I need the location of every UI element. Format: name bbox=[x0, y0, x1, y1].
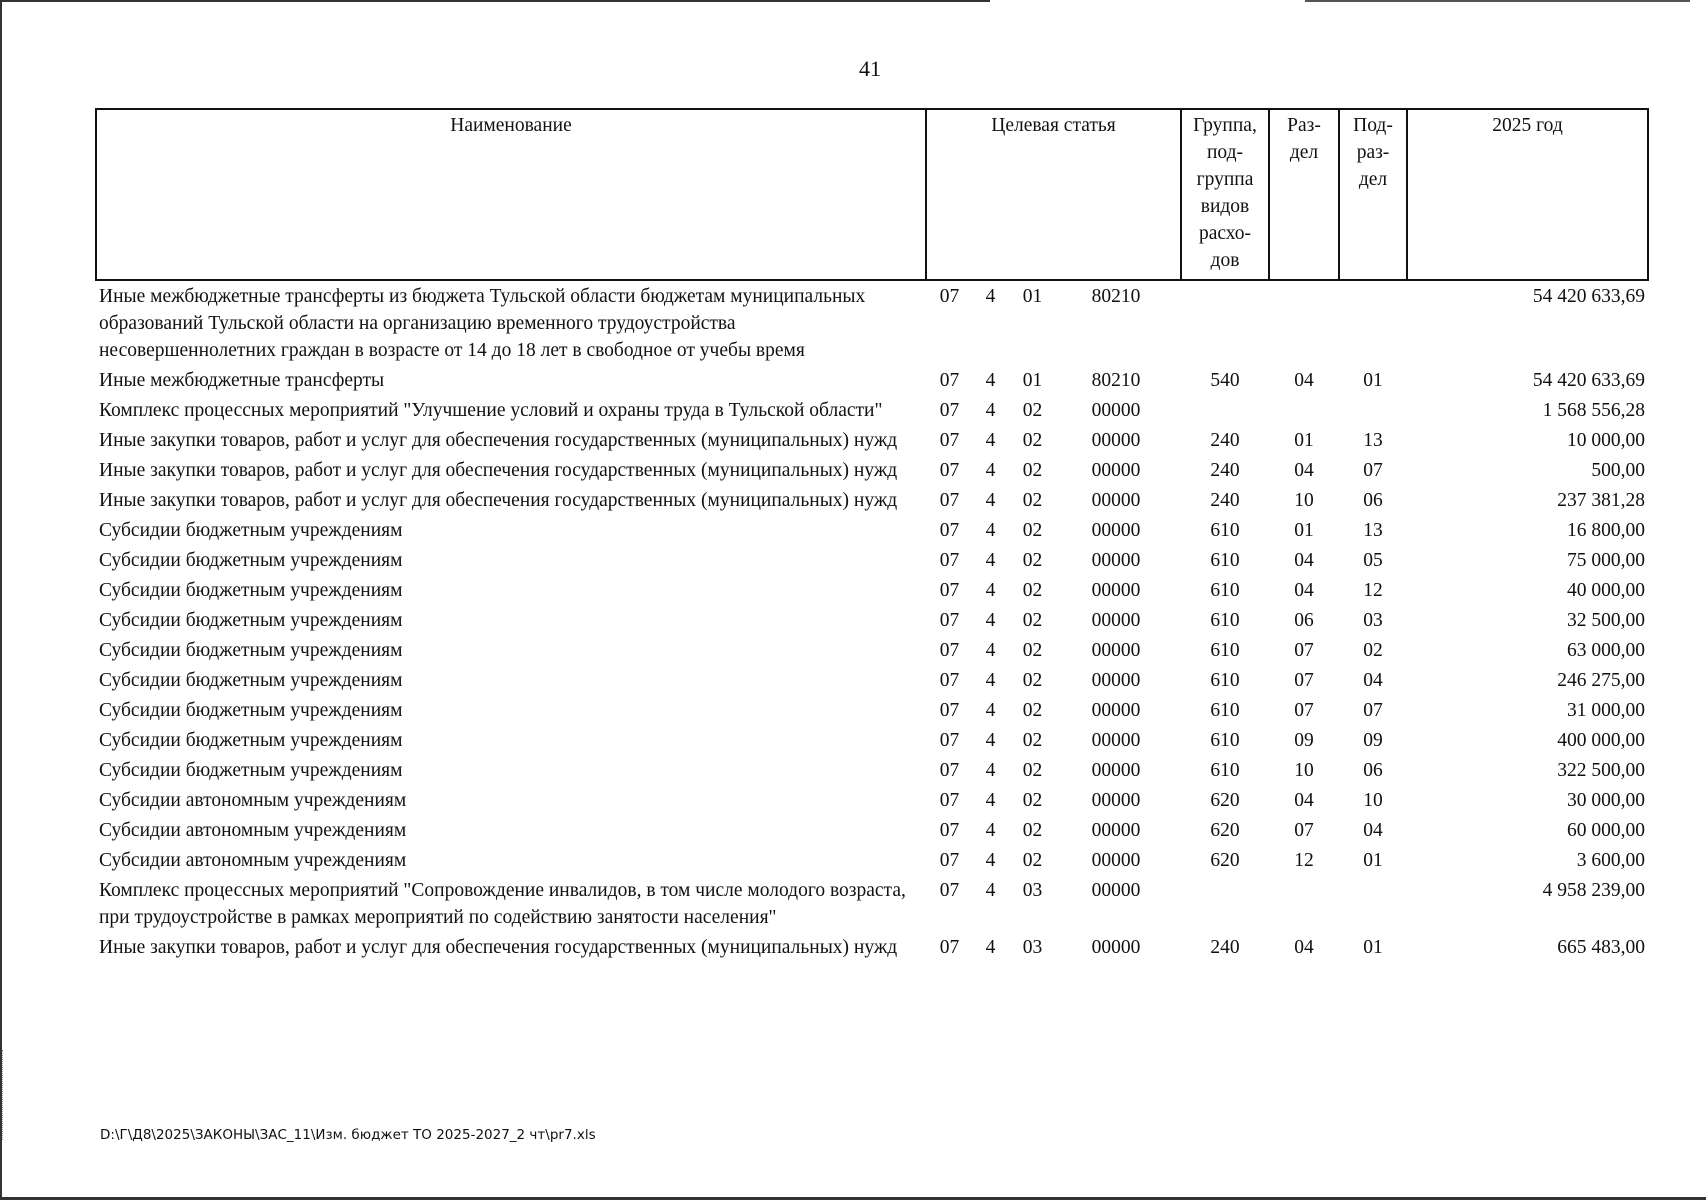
row-target-article bbox=[926, 425, 1181, 455]
row-name: Комплекс процессных мероприятий "Улучшение условий и охраны труда в Тульской области" bbox=[99, 400, 883, 421]
table-row bbox=[96, 605, 1648, 635]
row-section: 10 bbox=[1294, 490, 1314, 511]
target-article-part-d: 00000 bbox=[1091, 430, 1141, 451]
target-article-part-d: 00000 bbox=[1091, 460, 1141, 481]
header-group-line: дов bbox=[1210, 250, 1240, 271]
header-section-line: Раз- bbox=[1287, 115, 1321, 136]
header-group-line: видов bbox=[1200, 196, 1250, 217]
row-name: Субсидии бюджетным учреждениям bbox=[99, 730, 403, 751]
row-target-article bbox=[926, 695, 1181, 725]
target-article-part-d: 00000 bbox=[1091, 700, 1141, 721]
row-section: 04 bbox=[1294, 580, 1314, 601]
target-article-part-c: 02 bbox=[1022, 490, 1043, 511]
row-name: Субсидии бюджетным учреждениям bbox=[99, 670, 403, 691]
row-name: Субсидии бюджетным учреждениям bbox=[99, 520, 403, 541]
row-subsection: 13 bbox=[1363, 430, 1383, 451]
row-group: 620 bbox=[1210, 850, 1240, 871]
budget-table bbox=[95, 108, 1649, 962]
target-article-part-b: 4 bbox=[985, 850, 996, 871]
row-name: Субсидии бюджетным учреждениям bbox=[99, 550, 403, 571]
target-article-part-c: 02 bbox=[1022, 730, 1043, 751]
row-subsection: 13 bbox=[1363, 520, 1383, 541]
row-amount: 54 420 633,69 bbox=[1532, 370, 1645, 391]
header-group-line: под- bbox=[1206, 142, 1244, 163]
row-name: Иные закупки товаров, работ и услуг для обеспечения государственных (муниципальных) нужд bbox=[99, 490, 898, 511]
row-amount: 30 000,00 bbox=[1567, 790, 1645, 811]
table-row bbox=[96, 755, 1648, 785]
page-edge-top-right bbox=[1305, 0, 1690, 2]
table-row bbox=[96, 725, 1648, 755]
row-section bbox=[1269, 395, 1339, 425]
target-article-part-c: 01 bbox=[1022, 370, 1043, 391]
row-amount: 40 000,00 bbox=[1567, 580, 1645, 601]
row-group: 610 bbox=[1210, 760, 1240, 781]
row-section: 09 bbox=[1294, 730, 1314, 751]
target-article-part-c: 02 bbox=[1022, 790, 1043, 811]
row-target-article bbox=[926, 815, 1181, 845]
row-section: 07 bbox=[1294, 820, 1314, 841]
row-group: 620 bbox=[1210, 820, 1240, 841]
target-article-part-b: 4 bbox=[985, 790, 996, 811]
target-article-part-d: 00000 bbox=[1091, 880, 1141, 901]
target-article-part-c: 01 bbox=[1022, 286, 1043, 307]
page-edge-top bbox=[0, 0, 990, 2]
row-target-article bbox=[926, 932, 1181, 962]
target-article-part-a: 07 bbox=[939, 730, 960, 751]
target-article-part-a: 07 bbox=[939, 640, 960, 661]
header-subsection-line: раз- bbox=[1356, 142, 1390, 163]
row-subsection: 06 bbox=[1363, 490, 1383, 511]
table-row bbox=[96, 785, 1648, 815]
target-article-part-a: 07 bbox=[939, 400, 960, 421]
row-group: 610 bbox=[1210, 580, 1240, 601]
row-target-article bbox=[926, 785, 1181, 815]
row-section: 10 bbox=[1294, 760, 1314, 781]
target-article-part-c: 03 bbox=[1022, 880, 1043, 901]
table-row bbox=[96, 815, 1648, 845]
row-section: 04 bbox=[1294, 460, 1314, 481]
row-subsection: 09 bbox=[1363, 730, 1383, 751]
row-subsection bbox=[1339, 875, 1407, 932]
row-group: 610 bbox=[1210, 670, 1240, 691]
table-row bbox=[96, 280, 1648, 365]
target-article-part-b: 4 bbox=[985, 700, 996, 721]
row-target-article bbox=[926, 725, 1181, 755]
row-section: 12 bbox=[1294, 850, 1314, 871]
target-article-part-d: 00000 bbox=[1091, 610, 1141, 631]
row-section bbox=[1269, 280, 1339, 365]
row-subsection: 01 bbox=[1363, 370, 1383, 391]
row-target-article bbox=[926, 455, 1181, 485]
target-article-part-d: 80210 bbox=[1091, 286, 1141, 307]
table-header-row bbox=[96, 109, 1648, 280]
row-subsection bbox=[1339, 395, 1407, 425]
target-article-part-d: 00000 bbox=[1091, 580, 1141, 601]
row-name: Иные закупки товаров, работ и услуг для обеспечения государственных (муниципальных) нужд bbox=[99, 460, 898, 481]
row-name: Субсидии автономным учреждениям bbox=[99, 850, 407, 871]
target-article-part-d: 00000 bbox=[1091, 490, 1141, 511]
target-article-part-c: 02 bbox=[1022, 850, 1043, 871]
row-group: 610 bbox=[1210, 610, 1240, 631]
row-amount: 665 483,00 bbox=[1557, 937, 1645, 958]
row-subsection: 01 bbox=[1363, 850, 1383, 871]
row-amount: 322 500,00 bbox=[1557, 760, 1645, 781]
row-subsection: 05 bbox=[1363, 550, 1383, 571]
row-amount: 63 000,00 bbox=[1567, 640, 1645, 661]
row-target-article bbox=[926, 515, 1181, 545]
target-article-part-b: 4 bbox=[985, 460, 996, 481]
row-target-article bbox=[926, 635, 1181, 665]
row-section: 07 bbox=[1294, 670, 1314, 691]
row-section: 04 bbox=[1294, 550, 1314, 571]
row-group: 240 bbox=[1210, 460, 1240, 481]
row-name: Субсидии автономным учреждениям bbox=[99, 790, 407, 811]
scan-artifact bbox=[2, 1050, 5, 1140]
row-group: 610 bbox=[1210, 700, 1240, 721]
row-target-article bbox=[926, 545, 1181, 575]
target-article-part-b: 4 bbox=[985, 640, 996, 661]
header-year: 2025 год bbox=[1407, 109, 1648, 280]
row-amount: 400 000,00 bbox=[1557, 730, 1645, 751]
target-article-part-d: 00000 bbox=[1091, 790, 1141, 811]
table-row bbox=[96, 665, 1648, 695]
row-target-article bbox=[926, 395, 1181, 425]
row-subsection bbox=[1339, 280, 1407, 365]
target-article-part-b: 4 bbox=[985, 370, 996, 391]
table-row bbox=[96, 545, 1648, 575]
target-article-part-c: 02 bbox=[1022, 670, 1043, 691]
target-article-part-a: 07 bbox=[939, 460, 960, 481]
table-body bbox=[96, 280, 1648, 962]
row-amount: 16 800,00 bbox=[1567, 520, 1645, 541]
target-article-part-a: 07 bbox=[939, 760, 960, 781]
table-row bbox=[96, 365, 1648, 395]
row-group: 240 bbox=[1210, 430, 1240, 451]
header-group-line: группа bbox=[1196, 169, 1254, 190]
row-amount: 4 958 239,00 bbox=[1542, 880, 1645, 901]
header-section bbox=[1269, 109, 1339, 280]
table-row bbox=[96, 635, 1648, 665]
row-target-article bbox=[926, 575, 1181, 605]
row-subsection: 10 bbox=[1363, 790, 1383, 811]
target-article-part-c: 02 bbox=[1022, 460, 1043, 481]
target-article-part-b: 4 bbox=[985, 520, 996, 541]
table-row bbox=[96, 485, 1648, 515]
target-article-part-b: 4 bbox=[985, 880, 996, 901]
target-article-part-a: 07 bbox=[939, 790, 960, 811]
target-article-part-a: 07 bbox=[939, 700, 960, 721]
target-article-part-c: 02 bbox=[1022, 520, 1043, 541]
row-group: 240 bbox=[1210, 490, 1240, 511]
row-name: Иные межбюджетные трансферты из бюджета Тульской области бюджетам муниципальных образований Тульской области на организацию временного трудоустройства несовершеннолетних граждан в возрасте от 14 до 18 лет в свободное от учебы время bbox=[99, 286, 866, 361]
row-name: Комплекс процессных мероприятий "Сопровождение инвалидов, в том числе молодого возраста, при трудоустройстве в рамках мероприятий по содействию занятости населения" bbox=[99, 880, 906, 928]
row-subsection: 07 bbox=[1363, 700, 1383, 721]
row-section: 04 bbox=[1294, 370, 1314, 391]
target-article-part-b: 4 bbox=[985, 580, 996, 601]
target-article-part-b: 4 bbox=[985, 670, 996, 691]
table-row bbox=[96, 695, 1648, 725]
target-article-part-d: 00000 bbox=[1091, 850, 1141, 871]
target-article-part-b: 4 bbox=[985, 430, 996, 451]
target-article-part-b: 4 bbox=[985, 490, 996, 511]
row-section: 04 bbox=[1294, 937, 1314, 958]
target-article-part-d: 00000 bbox=[1091, 820, 1141, 841]
header-group-line: расхо- bbox=[1198, 223, 1252, 244]
target-article-part-b: 4 bbox=[985, 400, 996, 421]
target-article-part-a: 07 bbox=[939, 490, 960, 511]
target-article-part-c: 02 bbox=[1022, 700, 1043, 721]
target-article-part-a: 07 bbox=[939, 286, 960, 307]
row-group: 610 bbox=[1210, 550, 1240, 571]
row-amount: 31 000,00 bbox=[1567, 700, 1645, 721]
target-article-part-a: 07 bbox=[939, 430, 960, 451]
target-article-part-a: 07 bbox=[939, 820, 960, 841]
row-amount: 3 600,00 bbox=[1576, 850, 1645, 871]
target-article-part-b: 4 bbox=[985, 730, 996, 751]
page-number: 41 bbox=[859, 56, 881, 81]
row-name: Иные закупки товаров, работ и услуг для обеспечения государственных (муниципальных) нужд bbox=[99, 937, 898, 958]
row-group: 610 bbox=[1210, 730, 1240, 751]
row-target-article bbox=[926, 875, 1181, 932]
row-amount: 246 275,00 bbox=[1557, 670, 1645, 691]
row-target-article bbox=[926, 365, 1181, 395]
row-target-article bbox=[926, 665, 1181, 695]
target-article-part-c: 03 bbox=[1022, 937, 1043, 958]
row-amount: 10 000,00 bbox=[1567, 430, 1645, 451]
target-article-part-a: 07 bbox=[939, 610, 960, 631]
row-amount: 32 500,00 bbox=[1567, 610, 1645, 631]
target-article-part-b: 4 bbox=[985, 760, 996, 781]
table-row bbox=[96, 845, 1648, 875]
table-row bbox=[96, 932, 1648, 962]
target-article-part-c: 02 bbox=[1022, 580, 1043, 601]
target-article-part-c: 02 bbox=[1022, 550, 1043, 571]
target-article-part-a: 07 bbox=[939, 370, 960, 391]
table-row bbox=[96, 395, 1648, 425]
table-row bbox=[96, 455, 1648, 485]
row-name: Иные закупки товаров, работ и услуг для обеспечения государственных (муниципальных) нужд bbox=[99, 430, 898, 451]
row-subsection: 04 bbox=[1363, 670, 1383, 691]
row-amount: 237 381,28 bbox=[1557, 490, 1645, 511]
page-edge-left bbox=[0, 0, 2, 1200]
target-article-part-c: 02 bbox=[1022, 430, 1043, 451]
target-article-part-d: 00000 bbox=[1091, 730, 1141, 751]
row-section: 06 bbox=[1294, 610, 1314, 631]
row-group bbox=[1181, 875, 1269, 932]
target-article-part-a: 07 bbox=[939, 550, 960, 571]
row-subsection: 12 bbox=[1363, 580, 1383, 601]
target-article-part-b: 4 bbox=[985, 937, 996, 958]
target-article-part-c: 02 bbox=[1022, 820, 1043, 841]
row-name: Иные межбюджетные трансферты bbox=[99, 370, 385, 391]
row-target-article bbox=[926, 485, 1181, 515]
row-subsection: 03 bbox=[1363, 610, 1383, 631]
row-section: 07 bbox=[1294, 640, 1314, 661]
target-article-part-b: 4 bbox=[985, 550, 996, 571]
header-group bbox=[1181, 109, 1269, 280]
target-article-part-a: 07 bbox=[939, 880, 960, 901]
target-article-part-c: 02 bbox=[1022, 760, 1043, 781]
row-name: Субсидии автономным учреждениям bbox=[99, 820, 407, 841]
row-target-article bbox=[926, 755, 1181, 785]
row-group: 540 bbox=[1210, 370, 1240, 391]
target-article-part-d: 00000 bbox=[1091, 400, 1141, 421]
row-group: 610 bbox=[1210, 640, 1240, 661]
target-article-part-d: 00000 bbox=[1091, 937, 1141, 958]
row-name: Субсидии бюджетным учреждениям bbox=[99, 640, 403, 661]
row-section: 01 bbox=[1294, 520, 1314, 541]
row-section: 04 bbox=[1294, 790, 1314, 811]
target-article-part-a: 07 bbox=[939, 850, 960, 871]
file-path: D:\Г\Д8\2025\ЗАКОНЫ\ЗАС_11\Изм. бюджет ТО 2025-2027_2 чт\pr7.xls bbox=[100, 1127, 596, 1143]
target-article-part-c: 02 bbox=[1022, 640, 1043, 661]
row-target-article bbox=[926, 845, 1181, 875]
row-target-article bbox=[926, 605, 1181, 635]
target-article-part-c: 02 bbox=[1022, 610, 1043, 631]
header-subsection bbox=[1339, 109, 1407, 280]
target-article-part-d: 80210 bbox=[1091, 370, 1141, 391]
row-subsection: 02 bbox=[1363, 640, 1383, 661]
header-target-article: Целевая статья bbox=[926, 109, 1181, 280]
row-group bbox=[1181, 280, 1269, 365]
header-subsection-line: дел bbox=[1358, 169, 1388, 190]
row-name: Субсидии бюджетным учреждениям bbox=[99, 580, 403, 601]
row-target-article bbox=[926, 280, 1181, 365]
target-article-part-a: 07 bbox=[939, 670, 960, 691]
table-row bbox=[96, 515, 1648, 545]
row-subsection: 06 bbox=[1363, 760, 1383, 781]
row-section: 01 bbox=[1294, 430, 1314, 451]
row-section: 07 bbox=[1294, 700, 1314, 721]
target-article-part-d: 00000 bbox=[1091, 640, 1141, 661]
row-section bbox=[1269, 875, 1339, 932]
table-row bbox=[96, 575, 1648, 605]
target-article-part-b: 4 bbox=[985, 286, 996, 307]
header-group-line: Группа, bbox=[1193, 115, 1257, 136]
row-group bbox=[1181, 395, 1269, 425]
row-amount: 1 568 556,28 bbox=[1542, 400, 1645, 421]
header-name: Наименование bbox=[96, 109, 926, 280]
target-article-part-d: 00000 bbox=[1091, 520, 1141, 541]
header-subsection-line: Под- bbox=[1353, 115, 1393, 136]
row-amount: 500,00 bbox=[1591, 460, 1645, 481]
row-amount: 54 420 633,69 bbox=[1532, 286, 1645, 307]
row-name: Субсидии бюджетным учреждениям bbox=[99, 760, 403, 781]
target-article-part-a: 07 bbox=[939, 937, 960, 958]
target-article-part-b: 4 bbox=[985, 610, 996, 631]
row-amount: 60 000,00 bbox=[1567, 820, 1645, 841]
target-article-part-a: 07 bbox=[939, 520, 960, 541]
row-group: 610 bbox=[1210, 520, 1240, 541]
row-amount: 75 000,00 bbox=[1567, 550, 1645, 571]
target-article-part-d: 00000 bbox=[1091, 550, 1141, 571]
target-article-part-b: 4 bbox=[985, 820, 996, 841]
header-section-line: дел bbox=[1289, 142, 1319, 163]
row-subsection: 01 bbox=[1363, 937, 1383, 958]
target-article-part-d: 00000 bbox=[1091, 760, 1141, 781]
row-name: Субсидии бюджетным учреждениям bbox=[99, 610, 403, 631]
row-name: Субсидии бюджетным учреждениям bbox=[99, 700, 403, 721]
target-article-part-a: 07 bbox=[939, 580, 960, 601]
row-group: 240 bbox=[1210, 937, 1240, 958]
row-group: 620 bbox=[1210, 790, 1240, 811]
table-row bbox=[96, 425, 1648, 455]
table-row bbox=[96, 875, 1648, 932]
target-article-part-d: 00000 bbox=[1091, 670, 1141, 691]
row-subsection: 04 bbox=[1363, 820, 1383, 841]
row-subsection: 07 bbox=[1363, 460, 1383, 481]
target-article-part-c: 02 bbox=[1022, 400, 1043, 421]
